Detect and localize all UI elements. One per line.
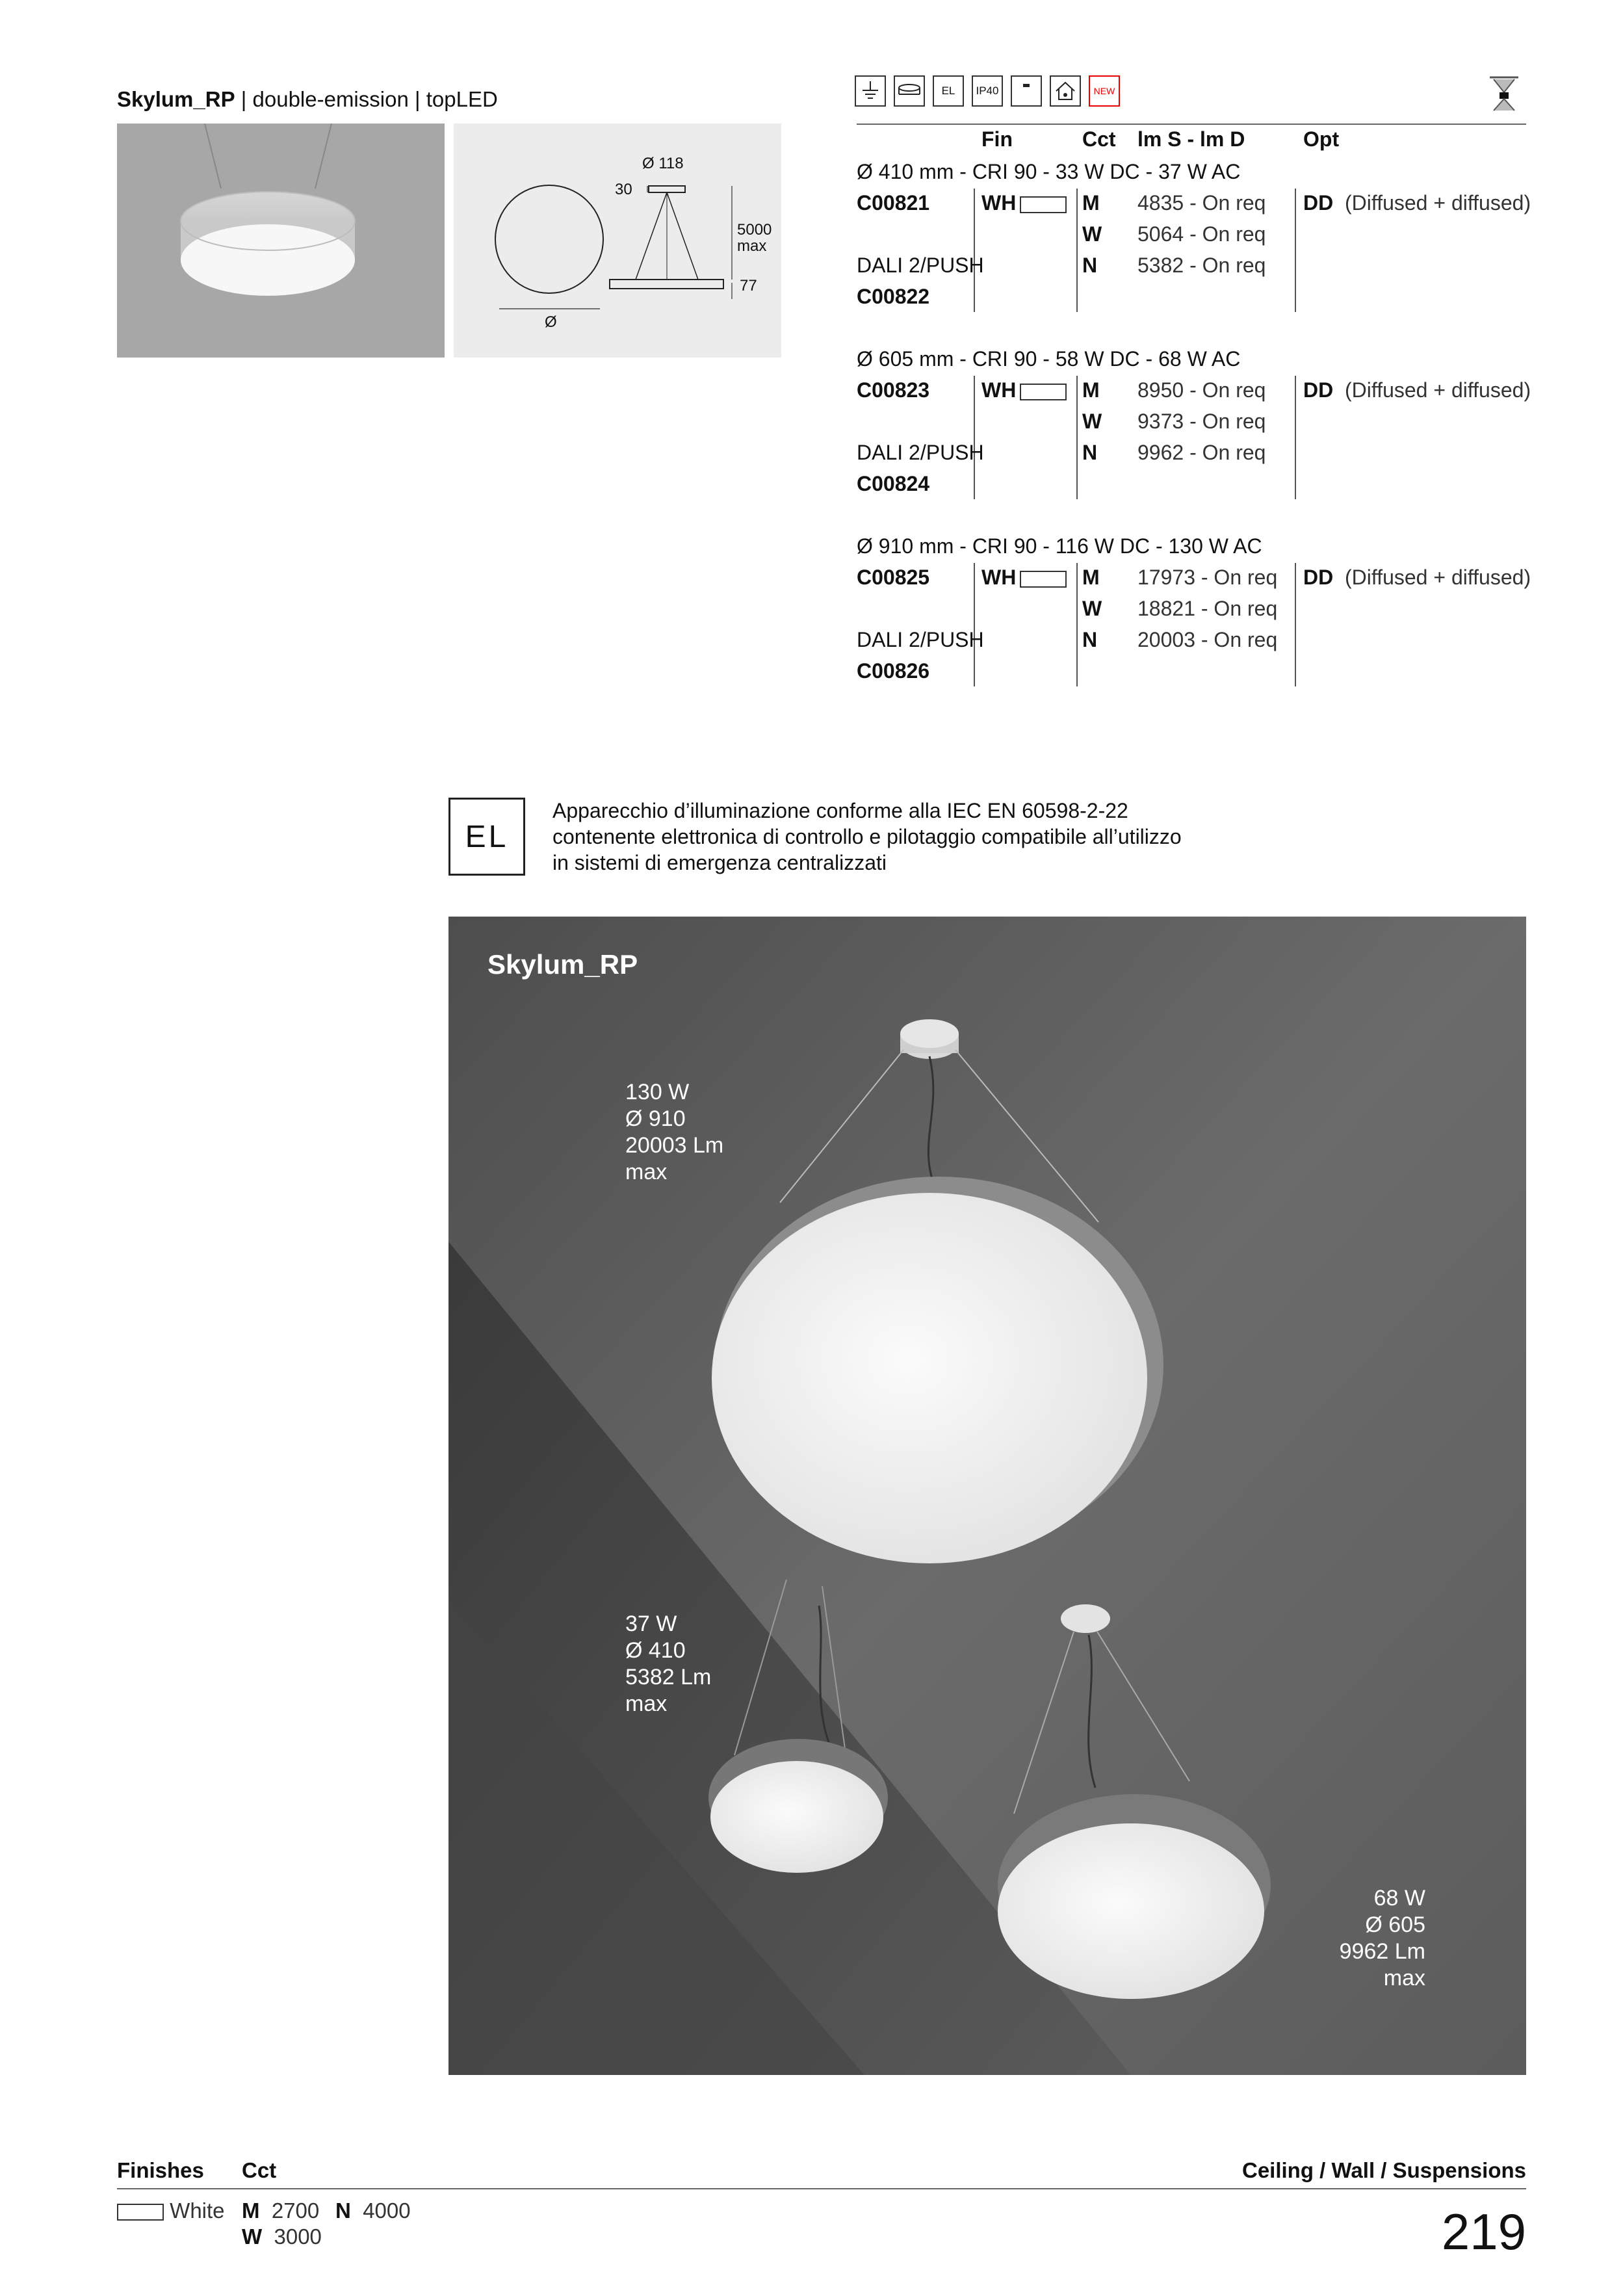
- dali-label: DALI 2/PUSH: [857, 441, 984, 464]
- finish-white-label: White: [170, 2198, 225, 2223]
- label-line: 20003 Lm: [625, 1133, 724, 1158]
- el-badge: EL: [448, 798, 525, 876]
- suspended-icon: [1011, 75, 1042, 107]
- cct-w: W: [1082, 222, 1102, 246]
- dali-label: DALI 2/PUSH: [857, 254, 984, 277]
- el-notice-line: contenente elettronica di controllo e pilotaggio compatibile all’utilizzo: [552, 825, 1182, 848]
- option: [1303, 562, 1531, 593]
- lumen-list: [1137, 187, 1266, 281]
- scene-photo: [448, 917, 1526, 2075]
- col-header-cct: Cct: [1082, 127, 1116, 151]
- dim-max: max: [737, 237, 767, 255]
- col-header-lm: lm S - lm D: [1137, 127, 1245, 151]
- cct-m: M: [1082, 191, 1100, 215]
- finish-code: [981, 562, 1067, 593]
- option: [1303, 374, 1531, 406]
- lumen-n: 9962 - On req: [1137, 441, 1266, 464]
- cct-m: M: [1082, 378, 1100, 402]
- cct-code: M: [242, 2198, 260, 2223]
- dali-code: C00824: [857, 472, 930, 495]
- finish-white: [117, 2198, 225, 2223]
- label-line: max: [1383, 1966, 1425, 1990]
- dim-77: 77: [740, 277, 757, 294]
- cct-w-entry: [242, 2224, 322, 2249]
- label-line: max: [625, 1160, 668, 1184]
- label-line: 68 W: [1373, 1886, 1425, 1911]
- cct-w: W: [1082, 597, 1102, 620]
- cct-value: 3000: [274, 2224, 322, 2249]
- dim-5000: 5000: [737, 221, 772, 239]
- label-line: Ø 410: [625, 1638, 686, 1663]
- lumen-m: 8950 - On req: [1137, 378, 1266, 402]
- cct-list: [1082, 187, 1102, 281]
- fixture-shape-icon: [894, 75, 925, 107]
- cct-label: Cct: [242, 2158, 277, 2182]
- label-line: 37 W: [625, 1611, 677, 1636]
- lumen-w: 9373 - On req: [1137, 410, 1266, 433]
- divider: [1295, 376, 1296, 499]
- el-notice-text: [552, 798, 1267, 876]
- option-desc: (Diffused + diffused): [1345, 191, 1531, 215]
- col-header-opt: Opt: [1303, 127, 1340, 151]
- spec-group-410: [857, 156, 1240, 187]
- ip40-icon: IP40: [972, 75, 1003, 107]
- lumen-list: [1137, 562, 1277, 655]
- product-subtitle: | double-emission | topLED: [240, 87, 498, 111]
- product-title: [117, 87, 498, 112]
- finish-code: [981, 187, 1067, 218]
- option-desc: (Diffused + diffused): [1345, 566, 1531, 589]
- lumen-n: 20003 - On req: [1137, 628, 1278, 651]
- cct-w: W: [1082, 410, 1102, 433]
- cct-n: N: [1082, 254, 1098, 277]
- scene-title: Skylum_RP: [487, 949, 638, 980]
- cct-value: 2700: [271, 2198, 320, 2223]
- certification-icons: [855, 75, 1120, 111]
- technical-drawing: [454, 124, 781, 358]
- cct-n-entry: [335, 2198, 411, 2223]
- label-line: 130 W: [625, 1080, 690, 1104]
- option-desc: (Diffused + diffused): [1345, 378, 1531, 402]
- dim-diameter: Ø: [545, 313, 557, 331]
- col-header-fin: Fin: [981, 127, 1013, 151]
- dim-top: Ø 118: [642, 155, 684, 172]
- finish-label: WH: [981, 566, 1017, 589]
- option-code: DD: [1303, 378, 1334, 402]
- new-icon: NEW: [1089, 75, 1120, 107]
- page-number: 219: [1441, 2203, 1526, 2260]
- finish-label: WH: [981, 191, 1017, 215]
- lumen-w: 5064 - On req: [1137, 222, 1266, 246]
- white-swatch: [1020, 196, 1067, 213]
- cct-code: N: [335, 2198, 351, 2223]
- finishes-label: Finishes: [117, 2158, 204, 2182]
- footer-rule: [117, 2188, 1526, 2189]
- spec-line: Ø 410 mm - CRI 90 - 33 W DC - 37 W AC: [857, 160, 1241, 183]
- el-notice-line: in sistemi di emergenza centralizzati: [552, 851, 887, 874]
- cct-n: N: [1082, 441, 1098, 464]
- product-name: Skylum_RP: [117, 87, 235, 111]
- dali-code: C00822: [857, 285, 930, 308]
- lumen-n: 5382 - On req: [1137, 254, 1266, 277]
- white-swatch: [1020, 571, 1067, 588]
- divider: [1295, 189, 1296, 312]
- product-photo: [117, 124, 445, 358]
- spec-line: Ø 605 mm - CRI 90 - 58 W DC - 68 W AC: [857, 347, 1241, 371]
- lumen-list: [1137, 374, 1266, 468]
- option: [1303, 187, 1531, 218]
- category-label: Ceiling / Wall / Suspensions: [1241, 2158, 1526, 2182]
- label-large-lamp: [625, 1079, 723, 1186]
- earth-icon: [855, 75, 886, 107]
- el-notice-line: Apparecchio d’illuminazione conforme alla IEC EN 60598-2-22: [552, 799, 1128, 822]
- lumen-w: 18821 - On req: [1137, 597, 1278, 620]
- lumen-m: 17973 - On req: [1137, 566, 1278, 589]
- dim-30: 30: [615, 181, 632, 198]
- dali-code: C00826: [857, 659, 930, 683]
- cct-value: 4000: [363, 2198, 411, 2223]
- product-code: C00823: [857, 378, 930, 402]
- label-line: Ø 910: [625, 1106, 686, 1131]
- label-line: 5382 Lm: [625, 1665, 712, 1689]
- white-swatch: [117, 2204, 164, 2221]
- dali-label: DALI 2/PUSH: [857, 628, 984, 651]
- header-rule: [857, 124, 1526, 125]
- cct-code: W: [242, 2224, 263, 2249]
- lumen-m: 4835 - On req: [1137, 191, 1266, 215]
- house-icon: [1050, 75, 1081, 107]
- product-code: C00825: [857, 566, 930, 589]
- el-icon: EL: [933, 75, 964, 107]
- divider: [1076, 376, 1078, 499]
- cct-list: [1082, 374, 1102, 468]
- divider: [1295, 563, 1296, 686]
- cct-list: [1082, 562, 1102, 655]
- divider: [1076, 189, 1078, 312]
- cct-n: N: [1082, 628, 1098, 651]
- label-medium-lamp: [1340, 1885, 1425, 1992]
- white-swatch: [1020, 384, 1067, 400]
- label-line: max: [625, 1691, 668, 1716]
- label-line: 9962 Lm: [1339, 1939, 1425, 1964]
- ceiling-mount-icon: [1488, 75, 1520, 112]
- option-code: DD: [1303, 566, 1334, 589]
- cct-m: M: [1082, 566, 1100, 589]
- finish-code: [981, 374, 1067, 406]
- finish-label: WH: [981, 378, 1017, 402]
- product-code: C00821: [857, 191, 930, 215]
- divider: [1076, 563, 1078, 686]
- option-code: DD: [1303, 191, 1334, 215]
- label-small-lamp: [625, 1611, 711, 1717]
- cct-m-entry: [242, 2198, 319, 2223]
- spec-line: Ø 910 mm - CRI 90 - 116 W DC - 130 W AC: [857, 534, 1262, 558]
- label-line: Ø 605: [1365, 1912, 1425, 1937]
